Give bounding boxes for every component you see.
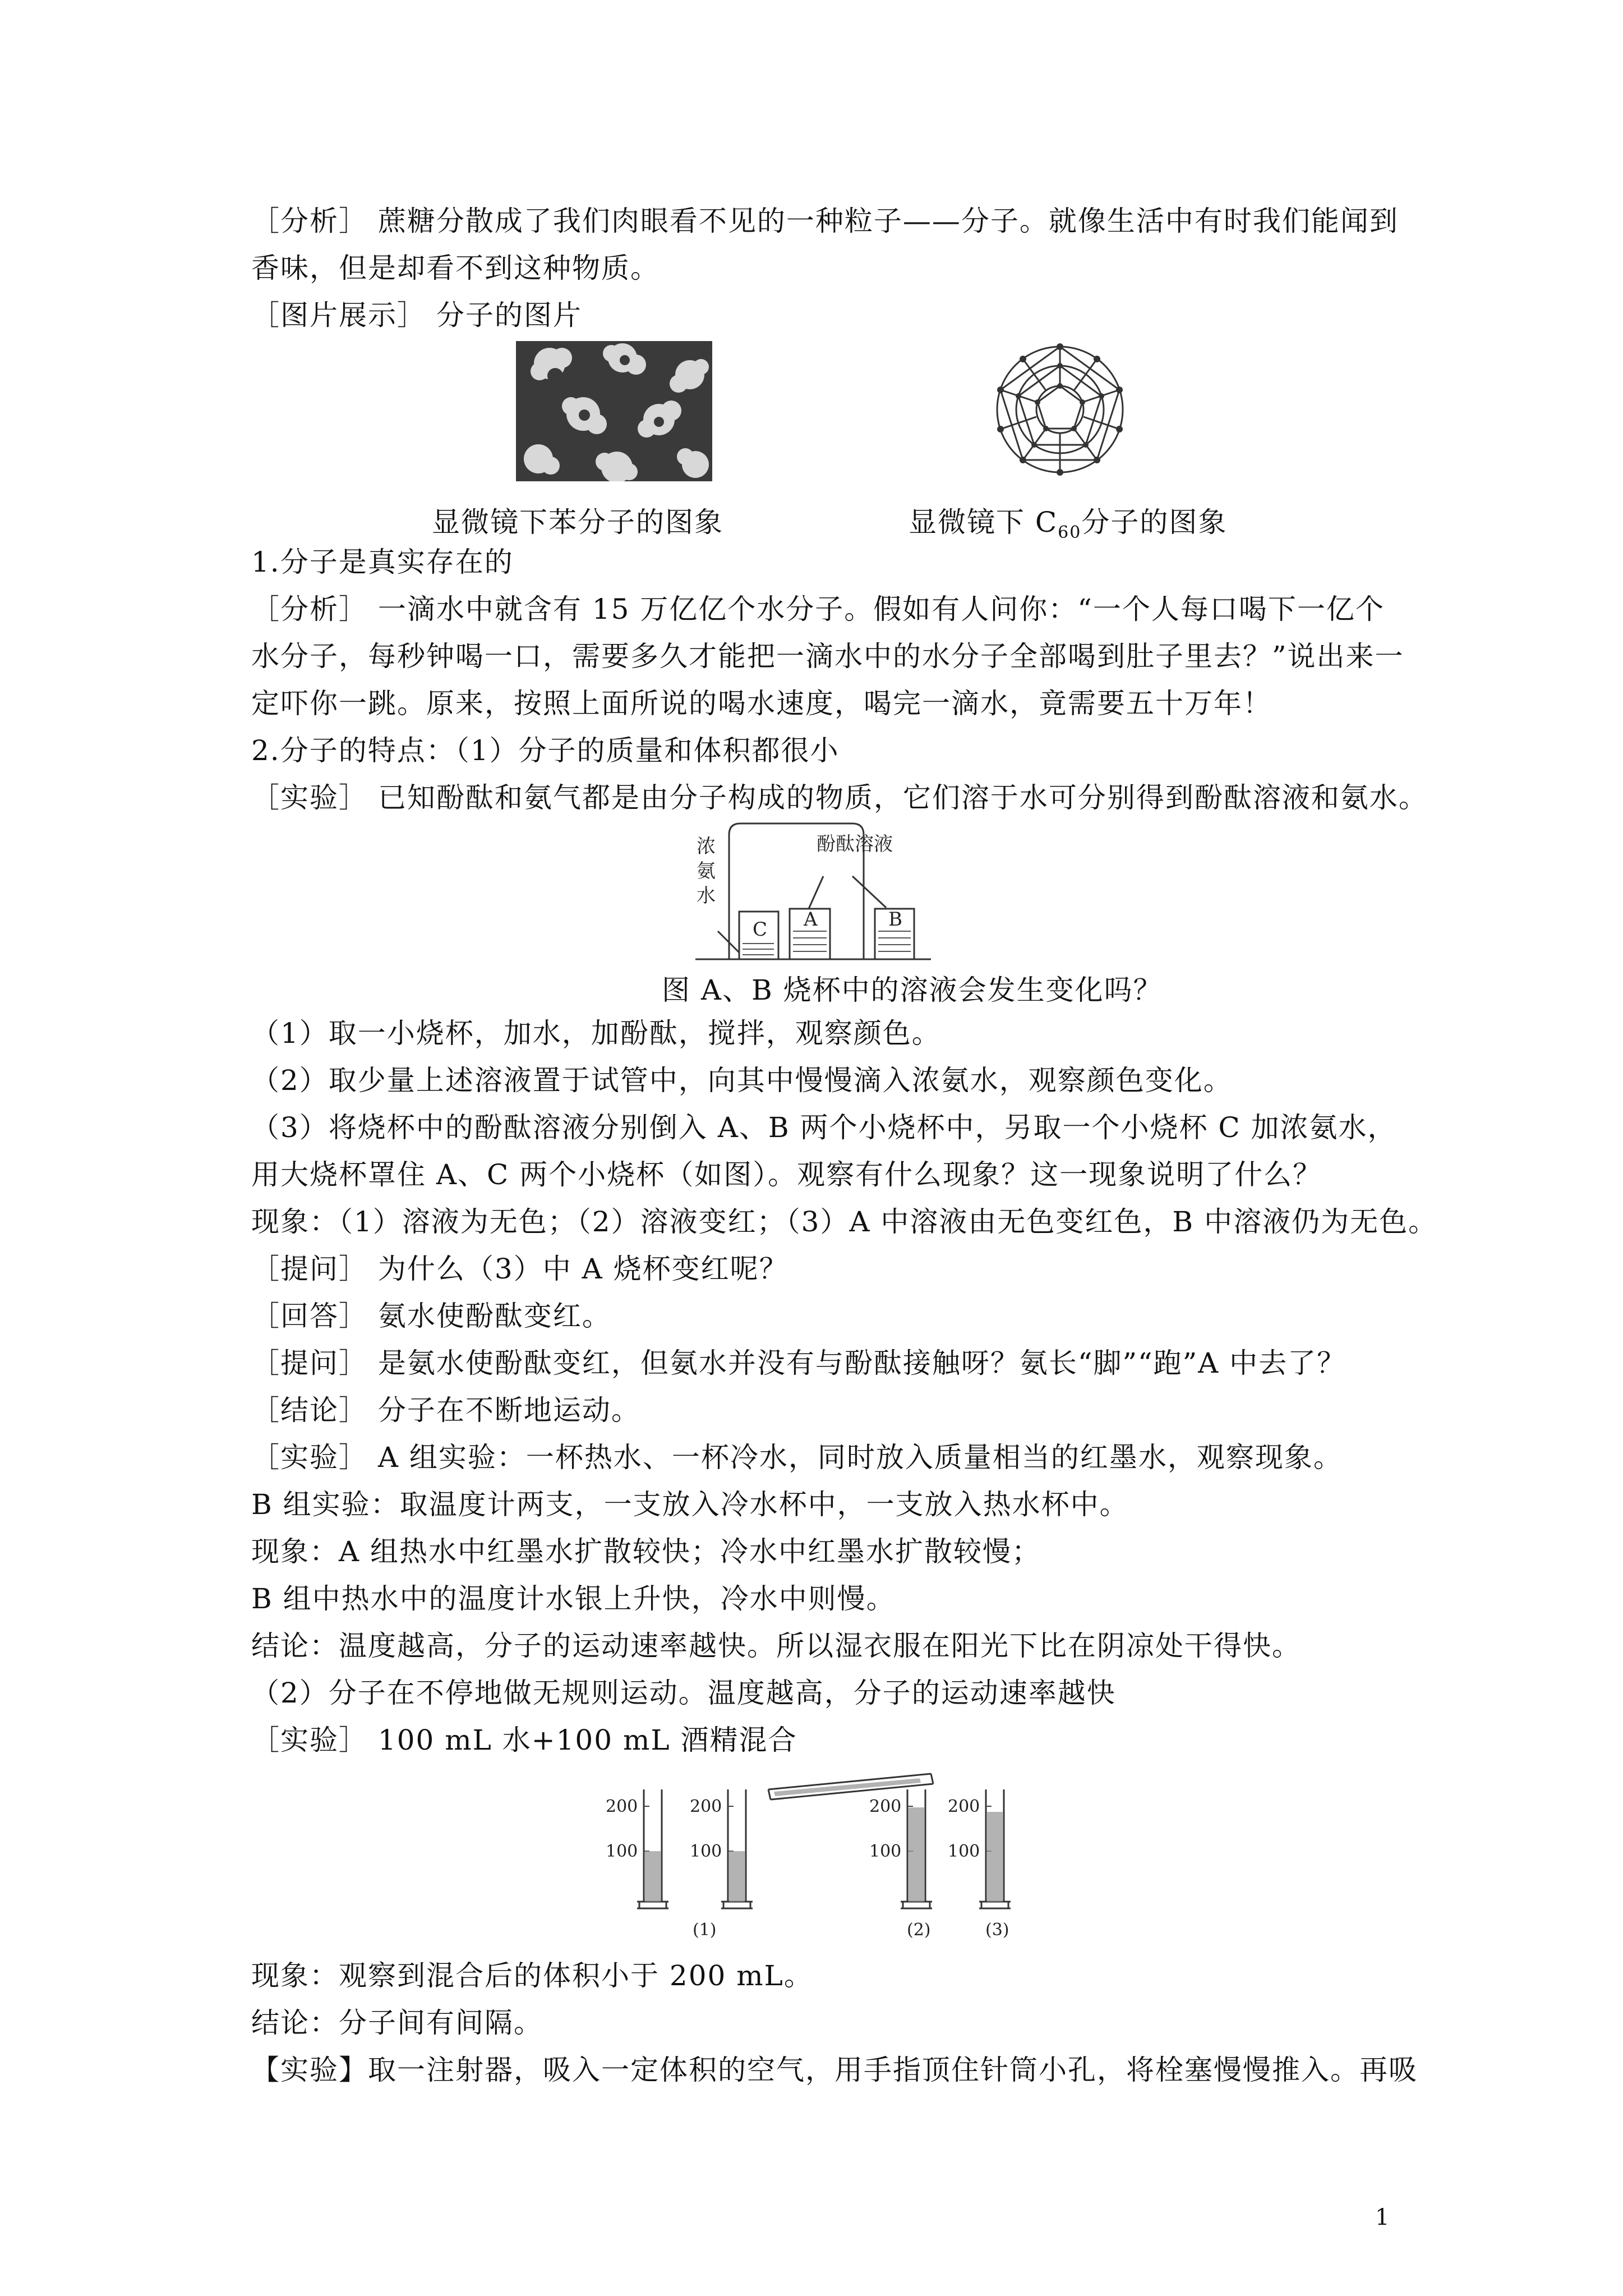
phenomenon-group-b: B 组中热水中的温度计水银上升快，冷水中则慢。 — [251, 1582, 896, 1615]
caption-beaker-figure: 图 A、B 烧杯中的溶液会发生变化吗？ — [662, 974, 1163, 1006]
tick-100-cyl1: 100 — [606, 1842, 638, 1861]
label-beaker-c: C — [753, 918, 768, 941]
label-ammonia-3: 水 — [697, 885, 716, 907]
section2-experiment: ［实验］ 已知酚酞和氨气都是由分子构成的物质，它们溶于水可分别得到酚酞溶液和氨水。 — [251, 781, 1428, 814]
question-1: ［提问］ 为什么（3）中 A 烧杯变红呢？ — [251, 1253, 789, 1285]
c60-molecule-image — [987, 337, 1133, 482]
benzene-microscope-image — [516, 341, 712, 481]
analysis-paragraph: ［分析］ 蔗糖分散成了我们肉眼看不见的一种粒子——分子。就像生活中有时我们能闻到香味，但是却看不到这种物质。 — [251, 205, 1399, 284]
beaker-experiment-figure — [684, 819, 937, 965]
tick-100-cyl4: 100 — [948, 1842, 980, 1861]
label-beaker-a: A — [804, 908, 818, 931]
point-2: （2）分子在不停地做无规则运动。温度越高，分子的运动速率越快 — [251, 1677, 1116, 1709]
section1-heading: 1.分子是真实存在的 — [251, 546, 514, 578]
tick-200-cyl2: 200 — [690, 1797, 722, 1816]
label-step-3: (3) — [985, 1920, 1009, 1940]
tick-200-cyl1: 200 — [606, 1797, 638, 1816]
conclusion-2: 结论：温度越高，分子的运动速率越快。所以湿衣服在阳光下比在阴凉处干得快。 — [251, 1630, 1301, 1662]
experiment-group-b: B 组实验：取温度计两支，一支放入冷水杯中，一支放入热水杯中。 — [251, 1488, 1129, 1521]
label-ammonia-2: 氨 — [697, 860, 716, 882]
tick-200-cyl3: 200 — [869, 1797, 902, 1816]
experiment-syringe: 【实验】取一注射器，吸入一定体积的空气，用手指顶住针筒小孔，将栓塞慢慢推入。再吸 — [251, 2054, 1418, 2086]
picture-show-heading: ［图片展示］ 分子的图片 — [251, 299, 582, 332]
phenomenon-group-a: 现象：A 组热水中红墨水扩散较快；冷水中红墨水扩散较慢； — [251, 1535, 1041, 1568]
step-3: （3）将烧杯中的酚酞溶液分别倒入 A、B 两个小烧杯中，另取一个小烧杯 C 加浓氨水，用大烧杯罩住 A、C 两个小烧杯（如图）。观察有什么现象？这一现象说明了什么？ — [251, 1111, 1397, 1191]
conclusion-1: ［结论］ 分子在不断地运动。 — [251, 1394, 640, 1427]
label-phenolphthalein: 酚酞溶液 — [817, 833, 893, 855]
caption-benzene: 显微镜下苯分子的图象 — [432, 506, 723, 539]
label-step-2: (2) — [907, 1920, 931, 1940]
conclusion-mixing: 结论：分子间有间隔。 — [251, 2007, 543, 2039]
step-1: （1）取一小烧杯，加水，加酚酞，搅拌，观察颜色。 — [251, 1017, 941, 1050]
phenomenon-1: 现象：（1）溶液为无色；（2）溶液变红；（3）A 中溶液由无色变红色，B 中溶液仍为无色。 — [251, 1205, 1438, 1238]
answer-1: ［回答］ 氨水使酚酞变红。 — [251, 1300, 611, 1332]
page-number: 1 — [1375, 2205, 1390, 2230]
label-beaker-b: B — [888, 908, 902, 931]
tick-100-cyl2: 100 — [690, 1842, 722, 1861]
caption-c60: 显微镜下 $C_{60}$分子的图象 — [909, 506, 1228, 542]
question-2: ［提问］ 是氨水使酚酞变红，但氨水并没有与酚酞接触呀？氨长“脚”“跑”A 中去了？ — [251, 1347, 1347, 1379]
phenomenon-mixing: 现象：观察到混合后的体积小于 200 mL。 — [251, 1959, 813, 1992]
experiment-mixing: ［实验］ 100 mL 水+100 mL 酒精混合 — [251, 1724, 797, 1756]
section1-analysis: ［分析］ 一滴水中就含有 15 万亿亿个水分子。假如有人问你：“一个人每口喝下一亿个水分子，每秒钟喝一口，需要多久才能把一滴水中的水分子全部喝到肚子里去？”说出来一定吓你一跳。原来，按照上面所说的喝水速度，喝完一滴水，竟需要五十万年！ — [251, 593, 1404, 720]
cylinder-mixing-figure — [606, 1767, 1032, 1941]
label-ammonia-1: 浓 — [697, 835, 716, 858]
label-step-1: (1) — [693, 1920, 717, 1940]
step-2: （2）取少量上述溶液置于试管中，向其中慢慢滴入浓氨水，观察颜色变化。 — [251, 1064, 1233, 1097]
experiment-group-a: ［实验］ A 组实验：一杯热水、一杯冷水，同时放入质量相当的红墨水，观察现象。 — [251, 1441, 1343, 1474]
tick-200-cyl4: 200 — [948, 1797, 980, 1816]
tick-100-cyl3: 100 — [869, 1842, 902, 1861]
section2-heading: 2.分子的特点：（1）分子的质量和体积都很小 — [251, 734, 840, 767]
